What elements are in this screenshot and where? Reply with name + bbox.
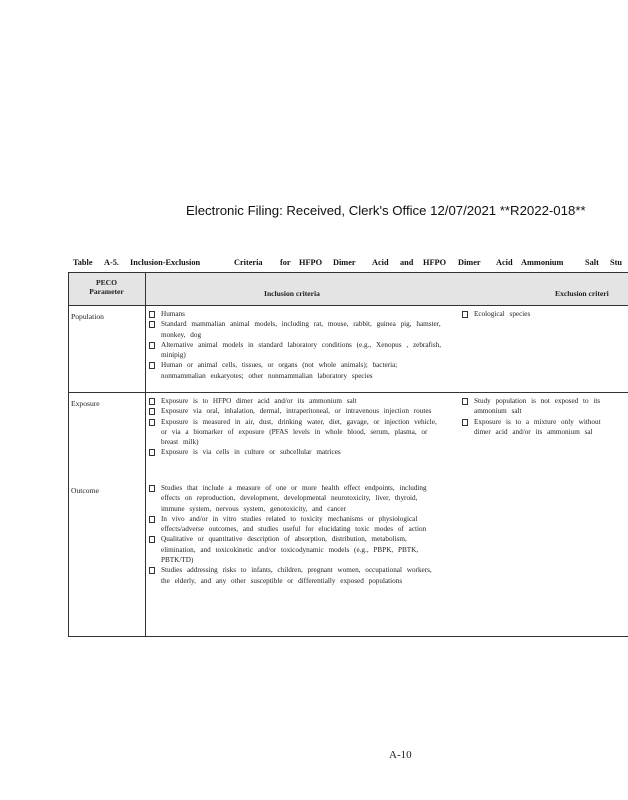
table-column-rule bbox=[145, 272, 146, 637]
caption-word: Salt bbox=[585, 258, 599, 267]
bullet-box-icon bbox=[149, 516, 155, 523]
caption-word: Inclusion-Exclusion bbox=[130, 258, 201, 267]
exclusion-population-list bbox=[462, 309, 612, 319]
list-item: Alternative animal models in standard laboratory conditions (e.g., Xenopus , zebrafish, minipig) bbox=[149, 340, 445, 361]
caption-word: A-5. bbox=[104, 258, 119, 267]
bullet-box-icon bbox=[149, 362, 155, 369]
list-item: Exposure is to HFPO dimer acid and/or its ammonium salt bbox=[149, 396, 445, 406]
list-item: Standard mammalian animal models, including rat, mouse, rabbit, guinea pig, hamster, monkey, dog bbox=[149, 319, 445, 340]
caption-word: Dimer bbox=[333, 258, 356, 267]
inclusion-header: Inclusion criteria bbox=[264, 289, 320, 298]
table-bottom-rule bbox=[68, 636, 628, 637]
bullet-box-icon bbox=[462, 419, 468, 426]
table-header-background bbox=[68, 272, 628, 305]
list-item: Exposure is to a mixture only without dimer acid and/or its ammonium sal bbox=[462, 417, 612, 438]
bullet-box-icon bbox=[462, 398, 468, 405]
row-label-outcome: Outcome bbox=[71, 486, 99, 495]
caption-word: Stu bbox=[610, 258, 622, 267]
bullet-box-icon bbox=[149, 485, 155, 492]
filing-stamp: Electronic Filing: Received, Clerk's Office 12/07/2021 **R2022-018** bbox=[186, 203, 586, 218]
bullet-box-icon bbox=[149, 536, 155, 543]
list-item: Humans bbox=[149, 309, 445, 319]
list-item: Ecological species bbox=[462, 309, 612, 319]
row-label-exposure: Exposure bbox=[71, 399, 100, 408]
caption-word: Acid bbox=[496, 258, 513, 267]
page-number: A-10 bbox=[389, 749, 412, 761]
row-label-population: Population bbox=[71, 312, 104, 321]
bullet-box-icon bbox=[149, 567, 155, 574]
list-item: Human or animal cells, tissues, or organs (not whole animals); bacteria; nonmammalian eukaryotes; other nonmammalian laboratory species bbox=[149, 360, 445, 381]
list-item: Qualitative or quantitative description of absorption, distribution, metabolism, elimination, and toxicokinetic and/or toxicodynamic models (e.g., PBPK, PBTK, PBTK/TD) bbox=[149, 534, 445, 565]
list-item: In vivo and/or in vitro studies related to toxicity mechanisms or physiological effects/adverse outcomes, and studies useful for elucidating toxic modes of action bbox=[149, 514, 445, 535]
bullet-box-icon bbox=[149, 449, 155, 456]
caption-word: Criteria bbox=[234, 258, 263, 267]
bullet-box-icon bbox=[149, 311, 155, 318]
list-item: Exposure is measured in air, dust, drinking water, diet, gavage, or injection vehicle, or via a biomarker of exposure (PFAS levels in whole blood, serum, plasma, or breast milk) bbox=[149, 417, 445, 448]
caption-word: HFPO bbox=[423, 258, 447, 267]
exclusion-header: Exclusion criteri bbox=[555, 289, 609, 298]
caption-word: Acid bbox=[372, 258, 389, 267]
table-top-rule bbox=[68, 272, 628, 273]
inclusion-exposure-list bbox=[149, 396, 445, 458]
bullet-box-icon bbox=[149, 419, 155, 426]
inclusion-exclusion-table bbox=[68, 272, 628, 637]
bullet-box-icon bbox=[149, 398, 155, 405]
table-left-rule bbox=[68, 272, 69, 637]
caption-word: and bbox=[400, 258, 414, 267]
list-item: Exposure is via cells in culture or subcellular matrices bbox=[149, 447, 445, 457]
peco-header: PECO Parameter bbox=[89, 278, 124, 296]
list-item: Studies that include a measure of one or more health effect endpoints, including effects on reproduction, development, developmental neurotoxicity, liver, thyroid, immune system, nervous system, genotoxicity, and cancer bbox=[149, 483, 445, 514]
caption-word: Ammonium bbox=[521, 258, 564, 267]
table-caption bbox=[73, 258, 622, 270]
caption-word: for bbox=[280, 258, 291, 267]
bullet-box-icon bbox=[149, 408, 155, 415]
bullet-box-icon bbox=[149, 321, 155, 328]
caption-word: HFPO bbox=[299, 258, 323, 267]
caption-word: Table bbox=[73, 258, 93, 267]
caption-word: Dimer bbox=[458, 258, 481, 267]
exclusion-exposure-list bbox=[462, 396, 612, 437]
inclusion-outcome-list bbox=[149, 483, 445, 586]
table-row-rule bbox=[68, 392, 628, 393]
list-item: Studies addressing risks to infants, children, pregnant women, occupational workers, the elderly, and any other susceptible or differentially exposed populations bbox=[149, 565, 445, 586]
bullet-box-icon bbox=[462, 311, 468, 318]
list-item: Exposure via oral, inhalation, dermal, intraperitoneal, or intravenous injection routes bbox=[149, 406, 445, 416]
bullet-box-icon bbox=[149, 342, 155, 349]
list-item: Study population is not exposed to its ammonium salt bbox=[462, 396, 612, 417]
table-header-rule bbox=[68, 305, 628, 306]
inclusion-population-list bbox=[149, 309, 445, 381]
